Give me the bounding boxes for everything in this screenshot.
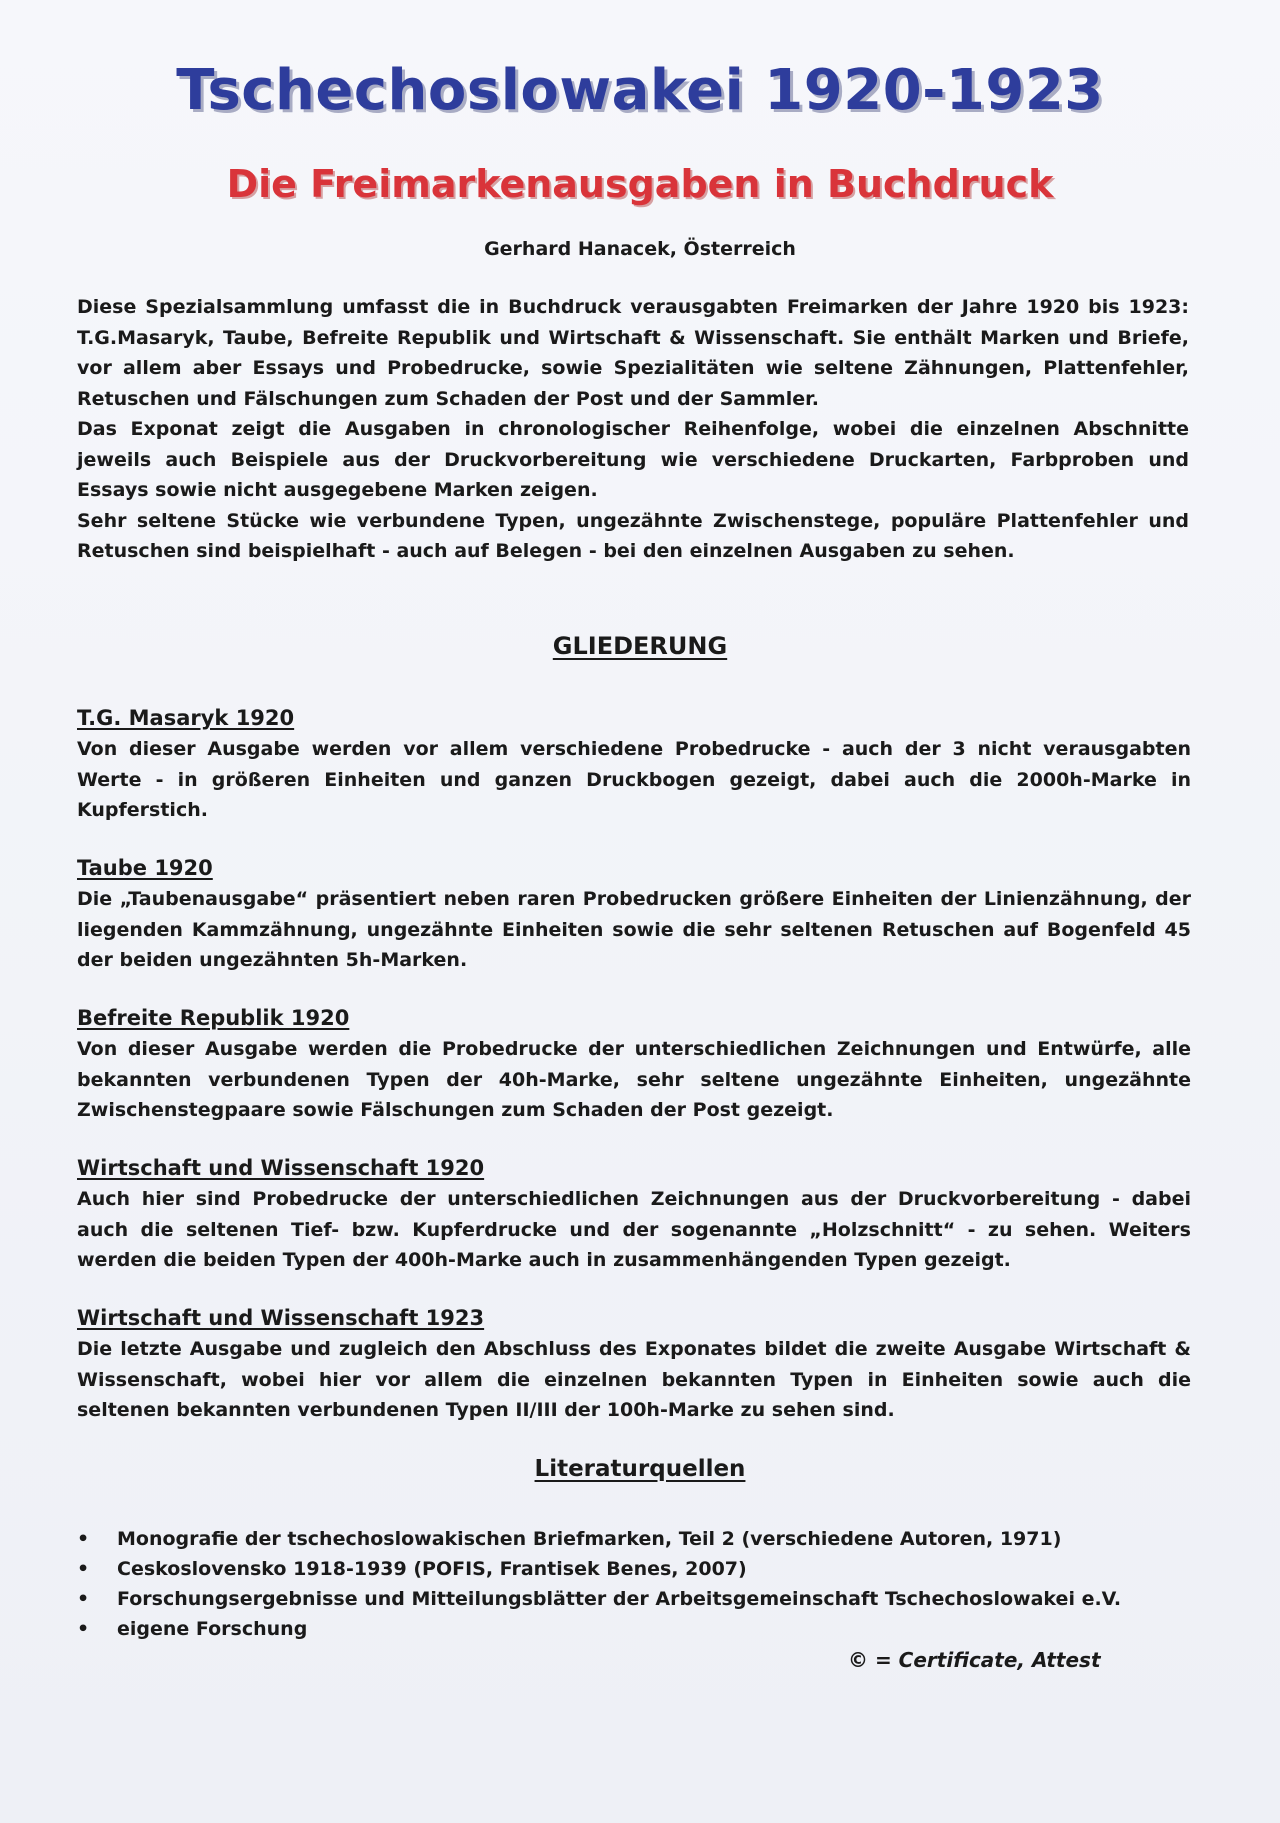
literature-item-text: Monografie der tschechoslowakischen Briefmarken, Teil 2 (verschiedene Autoren, 1971)	[117, 1528, 1062, 1550]
literature-list	[77, 1524, 1187, 1644]
list-item	[77, 1554, 1187, 1584]
section-text: Die letzte Ausgabe und zugleich den Abschluss des Exponates bildet die zweite Ausgabe Wirtschaft & Wissenschaft, wobei hier vor allem die einzelnen bekannten Typen in Einheiten sowie auch die seltenen bekannten verbundenen Typen II/III der 100h-Marke zu sehen sind.	[77, 1338, 1191, 1421]
section-title: T.G. Masaryk 1920	[77, 706, 295, 730]
section-text: Die „Taubenausgabe“ präsentiert neben raren Probedrucken größere Einheiten der Linienzähnung, der liegenden Kammzähnung, ungezähnte Einheiten sowie die sehr seltenen Retuschen auf Bogenfeld 45 der beiden ungezähnten 5h-Marken.	[77, 888, 1191, 971]
literature-item-text: Ceskoslovensko 1918-1939 (POFIS, Frantisek Benes, 2007)	[117, 1558, 747, 1580]
section-title: Wirtschaft und Wissenschaft 1920	[77, 1156, 485, 1180]
section-title: Taube 1920	[77, 856, 213, 880]
page-title: Tschechoslowakei 1920-1923	[176, 58, 1104, 123]
outline-heading: GLIEDERUNG	[552, 632, 728, 660]
page-subtitle: Die Freimarkenausgaben in Buchdruck	[226, 162, 1054, 206]
bullet-icon: •	[77, 1618, 90, 1640]
section-title: Befreite Republik 1920	[77, 1006, 350, 1030]
section-befreite-republik	[77, 1003, 1191, 1126]
bullet-icon: •	[77, 1588, 90, 1610]
section-text: Auch hier sind Probedrucke der unterschiedlichen Zeichnungen aus der Druckvorbereitung - dabei auch die seltenen Tief- bzw. Kupferdrucke und der sogenannte „Holzschnitt“ - zu sehen. Weiters werden die beiden Typen der 400h-Marke auch in zusammenhängenden Typen gezeigt.	[77, 1188, 1191, 1271]
list-item	[77, 1584, 1187, 1614]
section-text: Von dieser Ausgabe werden die Probedrucke der unterschiedlichen Zeichnungen und Entwürfe, alle bekannten verbundenen Typen der 40h-Marke, sehr seltene ungezähnte Einheiten, ungezähnte Zwischenstegpaare sowie Fälschungen zum Schaden der Post gezeigt.	[77, 1038, 1191, 1121]
author-line: Gerhard Hanacek, Österreich	[484, 238, 796, 260]
intro-paragraph-1: Diese Spezialsammlung umfasst die in Buchdruck verausgabten Freimarken der Jahre 1920 bis 1923: T.G.Masaryk, Taube, Befreite Republik und Wirtschaft & Wissenschaft. Sie enthält Marken und Briefe, vor allem aber Essays und Probedrucke, sowie Spezialitäten wie seltene Zähnungen, Plattenfehler, Retuschen und Fälschungen zum Schaden der Post und der Sammler.	[77, 296, 1189, 410]
intro-paragraph-3: Sehr seltene Stücke wie verbundene Typen, ungezähnte Zwischenstege, populäre Plattenfehler und Retuschen sind beispielhaft - auch auf Belegen - bei den einzelnen Ausgaben zu sehen.	[77, 509, 1189, 562]
literature-item-text: eigene Forschung	[117, 1618, 308, 1640]
bullet-icon: •	[77, 1528, 90, 1550]
section-text: Von dieser Ausgabe werden vor allem verschiedene Probedrucke - auch der 3 nicht verausgabten Werte - in größeren Einheiten und ganzen Druckbogen gezeigt, dabei auch die 2000h-Marke in Kupferstich.	[77, 738, 1191, 821]
section-wirtschaft-1920	[77, 1153, 1191, 1276]
literature-heading: Literaturquellen	[534, 1456, 746, 1482]
section-title: Wirtschaft und Wissenschaft 1923	[77, 1306, 485, 1330]
section-wirtschaft-1923	[77, 1303, 1191, 1426]
intro-paragraph-2: Das Exponat zeigt die Ausgaben in chronologischer Reihenfolge, wobei die einzelnen Abschnitte jeweils auch Beispiele aus der Druckvorbereitung wie verschiedene Druckarten, Farbproben und Essays sowie nicht ausgegebene Marken zeigen.	[77, 418, 1189, 501]
literature-item-text: Forschungsergebnisse und Mitteilungsblätter der Arbeitsgemeinschaft Tschechoslowakei e.V.	[117, 1588, 1122, 1610]
list-item	[77, 1524, 1187, 1554]
section-masaryk	[77, 703, 1191, 826]
bullet-icon: •	[77, 1558, 90, 1580]
intro-text	[77, 292, 1189, 567]
certificate-footnote: © = Certificate, Attest	[848, 1648, 1101, 1672]
section-taube	[77, 853, 1191, 976]
list-item	[77, 1614, 1187, 1644]
